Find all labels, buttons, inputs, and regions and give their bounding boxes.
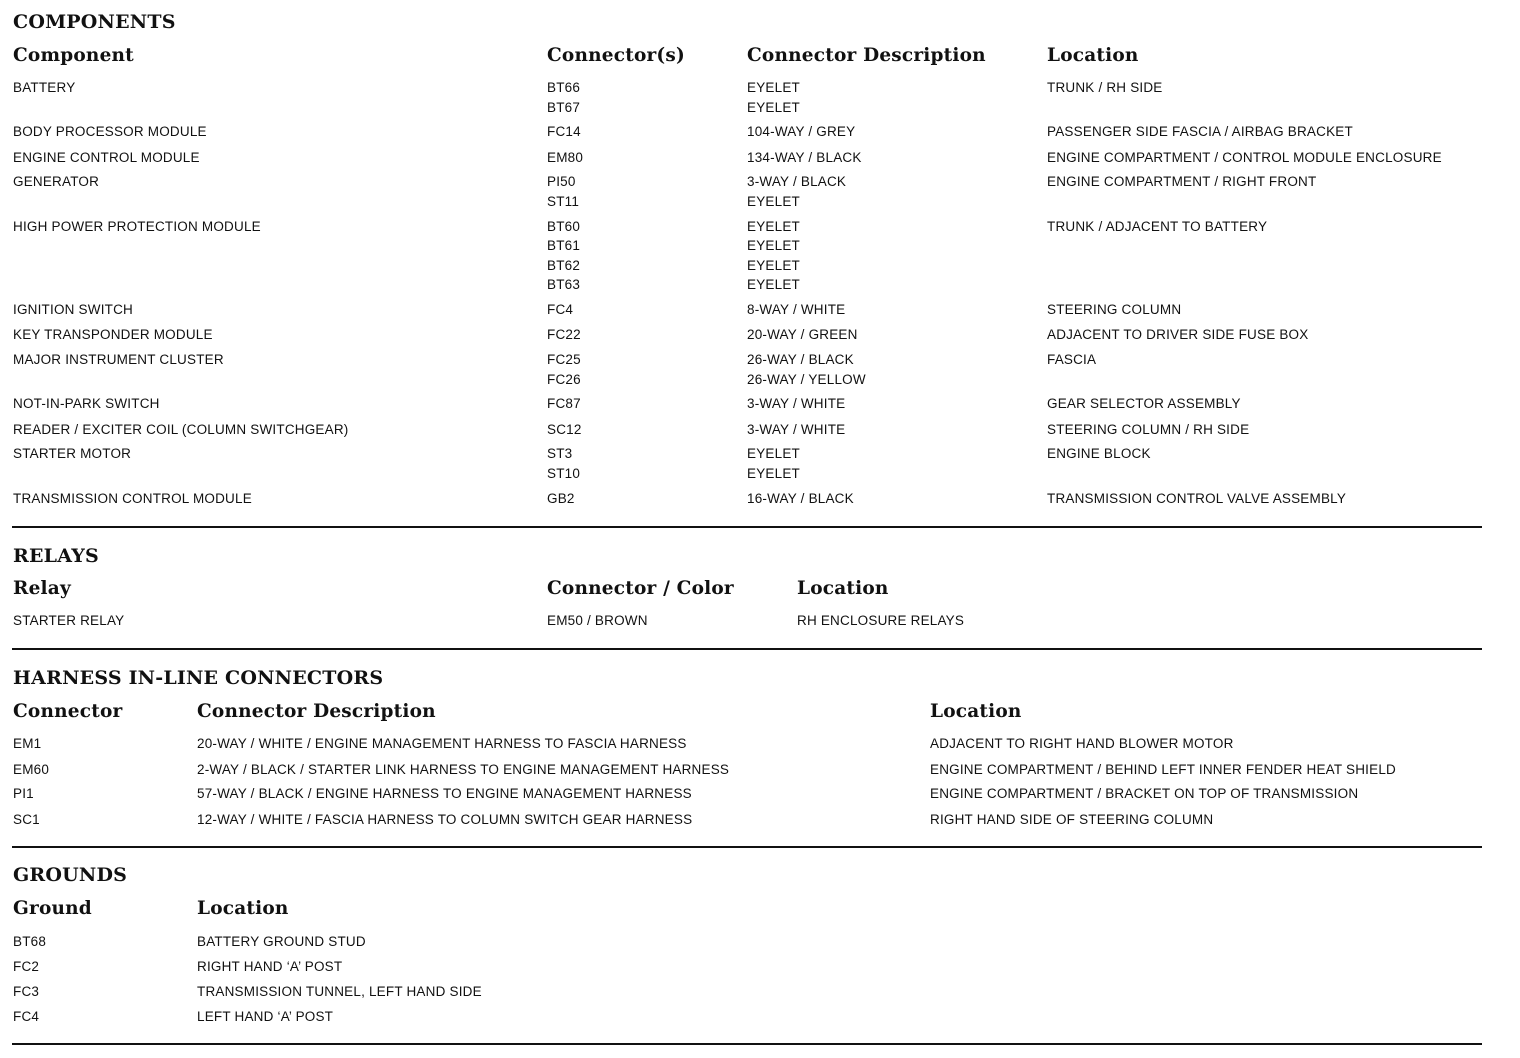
component-connector-description: 26-WAY / BLACK xyxy=(747,352,854,367)
component-name: BODY PROCESSOR MODULE xyxy=(13,124,207,139)
component-connector: BT61 xyxy=(547,238,581,253)
ground-location: LEFT HAND ‘A’ POST xyxy=(197,1009,334,1024)
relays-header-location: Location xyxy=(797,578,889,599)
ground-location: TRANSMISSION TUNNEL, LEFT HAND SIDE xyxy=(197,984,482,999)
component-connector-description: EYELET xyxy=(747,466,800,481)
component-connector: EM80 xyxy=(547,150,584,165)
ground-location: RIGHT HAND ‘A’ POST xyxy=(197,959,343,974)
component-connector-description: EYELET xyxy=(747,277,800,292)
component-connector-description: 8-WAY / WHITE xyxy=(747,302,846,317)
component-location: STEERING COLUMN / RH SIDE xyxy=(1047,422,1250,437)
harness-connector: PI1 xyxy=(13,786,34,801)
ground-id: BT68 xyxy=(13,934,47,949)
component-name: BATTERY xyxy=(13,80,76,95)
component-location: TRUNK / RH SIDE xyxy=(1047,80,1163,95)
component-name: TRANSMISSION CONTROL MODULE xyxy=(13,491,252,506)
component-location: ENGINE COMPARTMENT / CONTROL MODULE ENCLOSURE xyxy=(1047,150,1442,165)
ground-location: BATTERY GROUND STUD xyxy=(197,934,366,949)
component-location: ENGINE COMPARTMENT / RIGHT FRONT xyxy=(1047,174,1317,189)
component-connector: FC14 xyxy=(547,124,581,139)
harness-location: ENGINE COMPARTMENT / BRACKET ON TOP OF TRANSMISSION xyxy=(930,786,1359,801)
component-connector: ST11 xyxy=(547,194,580,209)
component-connector-description: EYELET xyxy=(747,446,800,461)
component-name: NOT-IN-PARK SWITCH xyxy=(13,396,160,411)
component-connector-description: EYELET xyxy=(747,100,800,115)
component-location: TRANSMISSION CONTROL VALVE ASSEMBLY xyxy=(1047,491,1347,506)
relay-connector-color: EM50 / BROWN xyxy=(547,613,648,628)
component-name: HIGH POWER PROTECTION MODULE xyxy=(13,219,261,234)
component-connector-description: EYELET xyxy=(747,194,800,209)
section-divider xyxy=(12,1043,1482,1045)
component-location: GEAR SELECTOR ASSEMBLY xyxy=(1047,396,1241,411)
section-divider xyxy=(12,526,1482,528)
ground-id: FC3 xyxy=(13,984,40,999)
component-location: ENGINE BLOCK xyxy=(1047,446,1151,461)
component-connector-description: 134-WAY / BLACK xyxy=(747,150,862,165)
grounds-section-title: GROUNDS xyxy=(13,864,128,886)
component-connector: GB2 xyxy=(547,491,575,506)
harness-header-description: Connector Description xyxy=(197,701,436,722)
harness-connector: SC1 xyxy=(13,812,40,827)
component-connector: BT67 xyxy=(547,100,581,115)
harness-location: ADJACENT TO RIGHT HAND BLOWER MOTOR xyxy=(930,736,1234,751)
component-connector-description: EYELET xyxy=(747,238,800,253)
component-connector-description: EYELET xyxy=(747,219,800,234)
component-connector: BT66 xyxy=(547,80,581,95)
component-name: GENERATOR xyxy=(13,174,100,189)
component-name: ENGINE CONTROL MODULE xyxy=(13,150,200,165)
component-name: KEY TRANSPONDER MODULE xyxy=(13,327,213,342)
harness-header-location: Location xyxy=(930,701,1022,722)
component-connector: SC12 xyxy=(547,422,582,437)
component-connector-description: 104-WAY / GREY xyxy=(747,124,856,139)
component-connector-description: 20-WAY / GREEN xyxy=(747,327,858,342)
component-location: STEERING COLUMN xyxy=(1047,302,1182,317)
component-connector-description: 3-WAY / BLACK xyxy=(747,174,847,189)
component-connector: FC4 xyxy=(547,302,574,317)
component-location: ADJACENT TO DRIVER SIDE FUSE BOX xyxy=(1047,327,1309,342)
component-name: STARTER MOTOR xyxy=(13,446,132,461)
component-connector: BT60 xyxy=(547,219,581,234)
harness-section-title: HARNESS IN-LINE CONNECTORS xyxy=(13,667,384,689)
grounds-header-location: Location xyxy=(197,898,289,919)
grounds-header-ground: Ground xyxy=(13,898,92,919)
relays-header-connector-color: Connector / Color xyxy=(547,578,734,599)
component-connector-description: EYELET xyxy=(747,258,800,273)
component-connector: FC25 xyxy=(547,352,581,367)
component-connector-description: 16-WAY / BLACK xyxy=(747,491,854,506)
components-header-description: Connector Description xyxy=(747,45,986,66)
ground-id: FC2 xyxy=(13,959,40,974)
component-connector: PI50 xyxy=(547,174,576,189)
section-divider xyxy=(12,846,1482,848)
relay-location: RH ENCLOSURE RELAYS xyxy=(797,613,965,628)
component-connector: BT63 xyxy=(547,277,581,292)
component-connector-description: 3-WAY / WHITE xyxy=(747,422,846,437)
component-connector: FC26 xyxy=(547,372,581,387)
component-location: FASCIA xyxy=(1047,352,1097,367)
section-divider xyxy=(12,648,1482,650)
harness-connector: EM1 xyxy=(13,736,42,751)
harness-description: 20-WAY / WHITE / ENGINE MANAGEMENT HARNESS TO FASCIA HARNESS xyxy=(197,736,687,751)
relay-name: STARTER RELAY xyxy=(13,613,125,628)
component-connector: ST10 xyxy=(547,466,581,481)
harness-description: 12-WAY / WHITE / FASCIA HARNESS TO COLUMN SWITCH GEAR HARNESS xyxy=(197,812,693,827)
component-location: PASSENGER SIDE FASCIA / AIRBAG BRACKET xyxy=(1047,124,1353,139)
harness-header-connector: Connector xyxy=(13,701,123,722)
component-name: IGNITION SWITCH xyxy=(13,302,133,317)
component-connector: BT62 xyxy=(547,258,581,273)
component-connector: FC87 xyxy=(547,396,581,411)
relays-header-relay: Relay xyxy=(13,578,71,599)
components-header-connectors: Connector(s) xyxy=(547,45,685,66)
relays-section-title: RELAYS xyxy=(13,545,99,567)
harness-location: RIGHT HAND SIDE OF STEERING COLUMN xyxy=(930,812,1214,827)
component-connector: ST3 xyxy=(547,446,573,461)
ground-id: FC4 xyxy=(13,1009,40,1024)
harness-location: ENGINE COMPARTMENT / BEHIND LEFT INNER FENDER HEAT SHIELD xyxy=(930,762,1396,777)
components-header-component: Component xyxy=(13,45,134,66)
harness-description: 2-WAY / BLACK / STARTER LINK HARNESS TO ENGINE MANAGEMENT HARNESS xyxy=(197,762,730,777)
component-connector-description: 26-WAY / YELLOW xyxy=(747,372,866,387)
component-location: TRUNK / ADJACENT TO BATTERY xyxy=(1047,219,1268,234)
component-name: MAJOR INSTRUMENT CLUSTER xyxy=(13,352,224,367)
component-connector: FC22 xyxy=(547,327,581,342)
harness-connector: EM60 xyxy=(13,762,50,777)
component-connector-description: 3-WAY / WHITE xyxy=(747,396,846,411)
components-header-location: Location xyxy=(1047,45,1139,66)
components-section-title: COMPONENTS xyxy=(13,11,176,33)
harness-description: 57-WAY / BLACK / ENGINE HARNESS TO ENGINE MANAGEMENT HARNESS xyxy=(197,786,692,801)
component-connector-description: EYELET xyxy=(747,80,800,95)
component-name: READER / EXCITER COIL (COLUMN SWITCHGEAR) xyxy=(13,422,349,437)
